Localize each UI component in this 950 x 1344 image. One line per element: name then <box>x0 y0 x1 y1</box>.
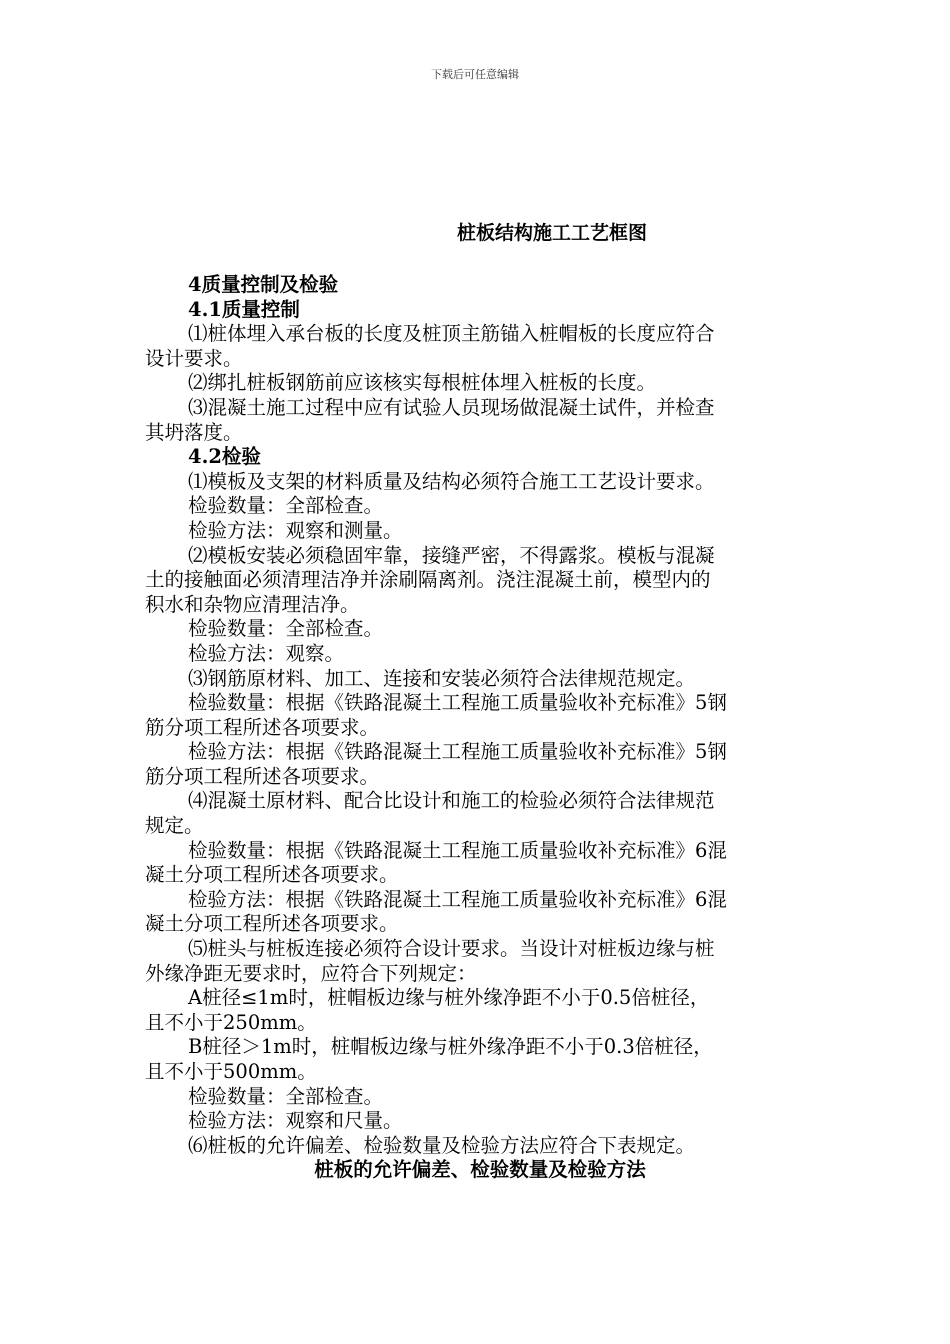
text-line: ⑴桩体埋入承台板的长度及桩顶主筋锚入桩帽板的长度应符合 <box>188 322 715 346</box>
text-line: ⑶钢筋原材料、加工、连接和安装必须符合法律规范规定。 <box>188 666 696 690</box>
text-line: 检验数量：全部检查。 <box>188 617 384 641</box>
text-line: 检验方法：根据《铁路混凝土工程施工质量验收补充标准》5钢 <box>188 740 727 764</box>
text-line: ⑵绑扎桩板钢筋前应该核实每根桩体埋入桩板的长度。 <box>188 371 657 395</box>
text-line: 检验数量：全部检查。 <box>188 494 384 518</box>
text-line: ⑷混凝土原材料、配合比设计和施工的检验必须符合法律规范 <box>188 789 715 813</box>
text-line: 筋分项工程所述各项要求。 <box>145 715 380 739</box>
text-line: 凝土分项工程所述各项要求。 <box>145 912 399 936</box>
text-line: ⑴模板及支架的材料质量及结构必须符合施工工艺设计要求。 <box>188 469 715 493</box>
text-line: 土的接触面必须清理洁净并涂刷隔离剂。浇注混凝土前，模型内的 <box>145 568 711 592</box>
text-line: ⑶混凝土施工过程中应有试验人员现场做混凝土试件，并检查 <box>188 395 715 419</box>
text-line: 4.1质量控制 <box>188 297 300 321</box>
text-line: A桩径≤1m时，桩帽板边缘与桩外缘净距不小于0.5倍桩径， <box>188 986 710 1010</box>
text-line: B桩径＞1m时，桩帽板边缘与桩外缘净距不小于0.3倍桩径， <box>188 1035 713 1059</box>
text-line: 检验方法：观察和测量。 <box>188 518 403 542</box>
text-line: 且不小于500mm。 <box>145 1060 317 1083</box>
text-line: 筋分项工程所述各项要求。 <box>145 764 380 788</box>
text-line: 检验方法：根据《铁路混凝土工程施工质量验收补充标准》6混 <box>188 887 727 911</box>
text-line: 其坍落度。 <box>145 420 243 444</box>
figure-caption: 桩板结构施工工艺框图 <box>456 222 647 244</box>
text-line: 规定。 <box>145 814 204 838</box>
text-line: 检验数量：根据《铁路混凝土工程施工质量验收补充标准》5钢 <box>188 691 727 715</box>
text-line: 检验数量：根据《铁路混凝土工程施工质量验收补充标准》6混 <box>188 838 727 862</box>
text-line: 检验方法：观察。 <box>188 641 345 665</box>
text-line: ⑹桩板的允许偏差、检验数量及检验方法应符合下表规定。 <box>188 1133 696 1157</box>
text-line: 检验方法：观察和尺量。 <box>188 1109 403 1133</box>
text-line: 且不小于250mm。 <box>145 1010 317 1034</box>
text-line: ⑵模板安装必须稳固牢靠，接缝严密，不得露浆。模板与混凝 <box>188 543 715 567</box>
text-line: 检验数量：全部检查。 <box>188 1084 384 1108</box>
text-line: 4质量控制及检验 <box>188 273 339 296</box>
text-line: 桩板的允许偏差、检验数量及检验方法 <box>314 1158 646 1182</box>
page-header: 下载后可任意编辑 <box>431 68 519 81</box>
text-line: 凝土分项工程所述各项要求。 <box>145 863 399 887</box>
document-body <box>145 273 815 1183</box>
text-line: 4.2检验 <box>188 445 261 469</box>
text-line: 外缘净距无要求时，应符合下列规定： <box>145 961 477 985</box>
text-line: ⑸桩头与桩板连接必须符合设计要求。当设计对桩板边缘与桩 <box>188 937 715 961</box>
text-line: 积水和杂物应清理洁净。 <box>145 592 360 616</box>
text-line: 设计要求。 <box>145 346 243 370</box>
